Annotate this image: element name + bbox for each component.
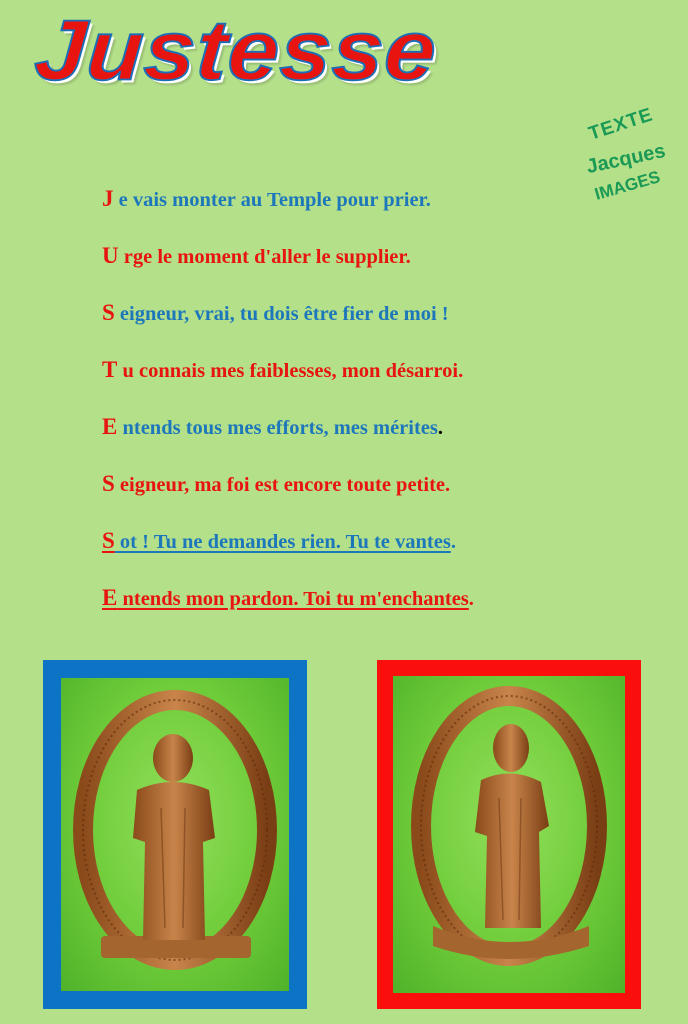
wooden-statue-icon xyxy=(393,676,625,993)
poem-initial: T xyxy=(102,357,118,382)
poem-line-6 xyxy=(102,472,450,497)
poem-text: eigneur, vrai, tu dois être fier de moi ! xyxy=(114,303,449,325)
author-stamp xyxy=(582,104,686,212)
poem-line-8 xyxy=(102,586,474,611)
poem-line-3 xyxy=(102,301,449,326)
poem-initial: S xyxy=(102,528,115,553)
poem-tail: . xyxy=(468,588,474,610)
poem-text: e vais monter au Temple pour prier. xyxy=(113,189,431,211)
poem-line-4 xyxy=(102,358,463,383)
poem-initial: S xyxy=(102,300,115,325)
statue-photo-front xyxy=(43,660,307,1009)
poem-line-5 xyxy=(102,415,443,440)
poem-text: ntends mon pardon. Toi tu m'enchantes xyxy=(117,588,469,610)
poem-initial: U xyxy=(102,243,119,268)
poem-initial: S xyxy=(102,471,115,496)
poem-text: ntends tous mes efforts, mes mérites xyxy=(117,417,438,439)
poem-line-7 xyxy=(102,529,456,554)
poem-initial: J xyxy=(102,186,114,211)
stamp-line-author: Jacques xyxy=(584,139,668,179)
stamp-line-texte: TEXTE xyxy=(586,104,656,145)
poem-text: u connais mes faiblesses, mon désarroi. xyxy=(117,360,464,382)
poem-text: rge le moment d'aller le supplier. xyxy=(118,246,411,268)
stamp-line-images: IMAGES xyxy=(592,167,663,204)
page-title: Justesse xyxy=(31,3,441,99)
poem-tail: . xyxy=(450,531,456,553)
statue-photo-side xyxy=(377,660,641,1009)
poem-line-1 xyxy=(102,187,431,212)
poem-line-2 xyxy=(102,244,411,269)
poem-tail: . xyxy=(437,417,443,439)
poem-text: ot ! Tu ne demandes rien. Tu te vantes xyxy=(114,531,451,553)
poem-initial: E xyxy=(102,414,118,439)
wooden-statue-icon xyxy=(61,678,289,991)
poem-initial: E xyxy=(102,585,118,610)
poem-text: eigneur, ma foi est encore toute petite. xyxy=(114,474,451,496)
